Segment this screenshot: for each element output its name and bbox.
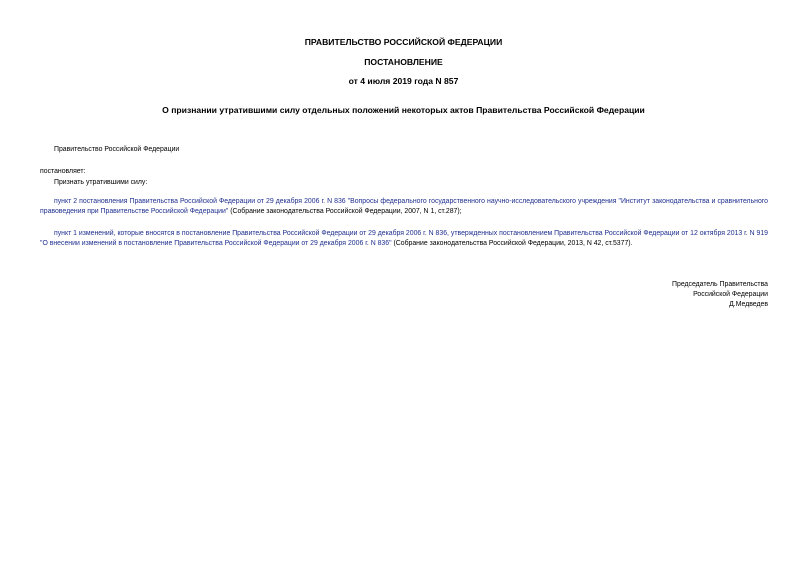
document-type: ПОСТАНОВЛЕНИЕ: [364, 57, 443, 67]
document-date-number: от 4 июля 2019 года N 857: [348, 76, 459, 86]
repeal-item-1-source: (Собрание законодательства Российской Федерации, 2007, N 1, ст.287);: [228, 208, 462, 215]
action-text: Признать утратившими силу:: [54, 179, 148, 186]
signature-name: Д.Медведев: [729, 301, 768, 308]
subject-text: Правительство Российской Федерации: [54, 146, 180, 153]
repeal-item-2: [40, 229, 768, 249]
repeal-item-2-source: (Собрание законодательства Российской Федерации, 2013, N 42, ст.5377).: [391, 240, 633, 247]
signature-position: Председатель Правительства: [672, 281, 768, 288]
repeal-item-2-link[interactable]: пункт 1 изменений, которые вносятся в постановление Правительства Российской Федерации от 29 декабря 2006 г. N 836, утвержденных постановлением Правительства Российской Федерации от 12 октября 2013 г. N 919 "О внесении изменений в постановление Правительства Российской Федерации от 29 декабря 2006 г. N 836": [40, 230, 768, 247]
document-title: О признании утратившими силу отдельных положений некоторых актов Правительства Российской Федерации: [162, 105, 645, 115]
signature-organization: Российской Федерации: [693, 291, 768, 298]
signature-block: [672, 280, 768, 310]
repeal-item-1: [40, 197, 768, 217]
decrees-text: постановляет:: [40, 168, 86, 175]
repeal-item-1-link[interactable]: пункт 2 постановления Правительства Российской Федерации от 29 декабря 2006 г. N 836 "Вопросы федерального государственного научно-исследовательского учреждения "Институт законодательства и сравнительного правоведения при Правительстве Российской Федерации": [40, 198, 768, 215]
issuing-authority: ПРАВИТЕЛЬСТВО РОССИЙСКОЙ ФЕДЕРАЦИИ: [304, 37, 503, 47]
